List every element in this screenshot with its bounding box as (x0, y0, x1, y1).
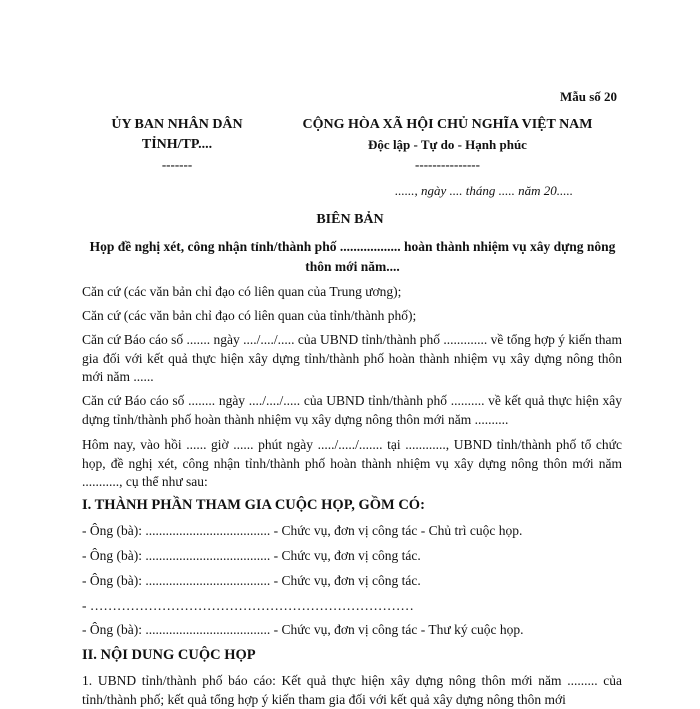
issuer-divider: ------- (161, 157, 193, 172)
section-2-heading: II. NỘI DUNG CUỘC HỌP (82, 647, 256, 663)
participant-line-5: - Ông (bà): ..................................... - Chức vụ, đơn vị công tác - Thư ký cuộc họp. (82, 622, 524, 637)
participant-line-2: - Ông (bà): ..................................... - Chức vụ, đơn vị công tác. (82, 548, 421, 563)
participant-line-4: - ……………………………………………………………… (82, 598, 414, 613)
issuer-line-1: ỦY BAN NHÂN DÂN (111, 117, 243, 132)
section-2-paragraph: 1. UBND tỉnh/thành phố báo cáo: Kết quả thực hiện xây dựng nông thôn mới năm ......... của tỉnh/thành phố; kết quả tổng hợp ý kiến tham gia đối với kết quả xây dựng nông thôn mới (82, 673, 622, 707)
national-divider: --------------- (415, 157, 480, 172)
national-motto-line-2: Độc lập - Tự do - Hạnh phúc (368, 137, 527, 152)
section-1-heading: I. THÀNH PHẦN THAM GIA CUỘC HỌP, GỒM CÓ: (82, 497, 425, 513)
paragraph-4: Căn cứ Báo cáo số ........ ngày ..../..../..... của UBND tỉnh/thành phố .......... về kết quả thực hiện xây dựng tỉnh/thành phố hoàn thành nhiệm vụ xây dựng nông thôn mới năm .......... (82, 393, 622, 427)
document-title: BIÊN BẢN (316, 212, 384, 227)
paragraph-1: Căn cứ (các văn bản chỉ đạo có liên quan của Trung ương); (82, 284, 402, 299)
national-header (275, 115, 620, 175)
paragraph-3: Căn cứ Báo cáo số ....... ngày ..../..../..... của UBND tỉnh/thành phố ............. về tổng hợp ý kiến tham gia đối với kết quả thực hiện xây dựng tỉnh/thành phố hoàn thành nhiệm vụ xây dựng nông thôn mới năm ...... (82, 332, 622, 384)
participant-line-3: - Ông (bà): ..................................... - Chức vụ, đơn vị công tác. (82, 573, 421, 588)
form-number: Mẫu số 20 (559, 89, 617, 104)
issuer-line-2: TỈNH/TP.... (141, 137, 213, 152)
paragraph-2: Căn cứ (các văn bản chỉ đạo có liên quan của tỉnh/thành phố); (82, 308, 417, 323)
paragraph-5: Hôm nay, vào hồi ...... giờ ...... phút ngày ...../...../....... tại ............, UBND tỉnh/thành phố tổ chức họp, đề nghị xét, công nhận tỉnh/thành phố hoàn thành nhiệm vụ xây dựng nông thôn mới năm ..........., cụ thể như sau: (82, 437, 622, 489)
document-subtitle: Họp đề nghị xét, công nhận tỉnh/thành phố .................. hoàn thành nhiệm vụ xây dựng nông thôn mới năm.... (89, 239, 616, 274)
date-line: ......, ngày .... tháng ..... năm 20..... (395, 183, 574, 198)
national-motto-line-1: CỘNG HÒA XÃ HỘI CHỦ NGHĨA VIỆT NAM (302, 117, 593, 132)
issuer-header (92, 115, 262, 175)
participant-line-1: - Ông (bà): ..................................... - Chức vụ, đơn vị công tác - Chủ trì cuộc họp. (82, 523, 523, 538)
